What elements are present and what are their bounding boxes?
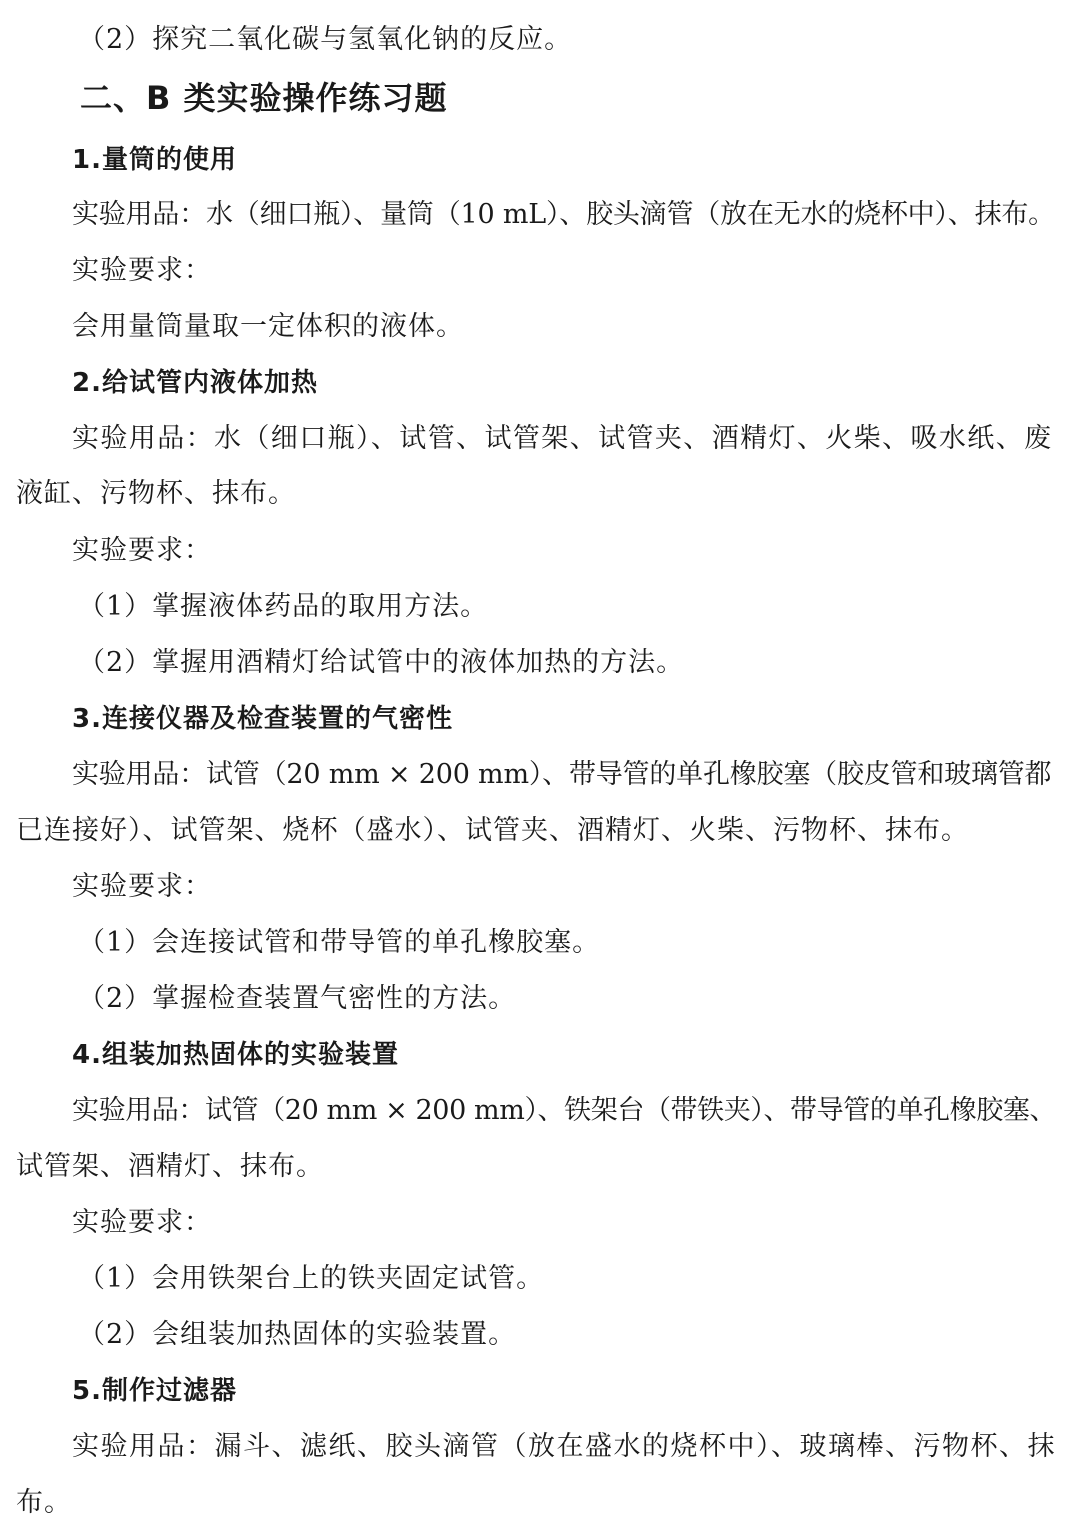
paragraph: 实验用品：水（细口瓶）、量筒（10 mL）、胶头滴管（放在无水的烧杯中）、抹布。 — [72, 199, 1055, 230]
paragraph: 会用量筒量取一定体积的液体。 — [72, 311, 464, 342]
paragraph: 实验要求： — [72, 871, 212, 902]
list-item: （2）掌握检查装置气密性的方法。 — [78, 983, 517, 1014]
paragraph: 液缸、污物杯、抹布。 — [16, 478, 296, 509]
item-heading: 1.量筒的使用 — [72, 145, 237, 175]
paragraph: 实验用品：试管（20 mm × 200 mm）、带导管的单孔橡胶塞（胶皮管和玻璃管都 — [72, 759, 1052, 790]
paragraph: 实验要求： — [72, 535, 212, 566]
paragraph: 实验要求： — [72, 255, 212, 286]
item-heading: 5.制作过滤器 — [72, 1376, 237, 1406]
list-item: （1）会用铁架台上的铁夹固定试管。 — [78, 1263, 545, 1294]
item-heading: 2.给试管内液体加热 — [72, 368, 318, 398]
paragraph: 已连接好）、试管架、烧杯（盛水）、试管夹、酒精灯、火柴、污物杯、抹布。 — [16, 815, 969, 846]
item-heading: 4.组装加热固体的实验装置 — [72, 1040, 399, 1070]
list-item: （1）会连接试管和带导管的单孔橡胶塞。 — [78, 927, 601, 958]
list-item: （2）探究二氧化碳与氢氧化钠的反应。 — [78, 24, 573, 55]
paragraph: 布。 — [16, 1487, 72, 1518]
section-heading: 二、B 类实验操作练习题 — [80, 79, 448, 117]
list-item: （2）掌握用酒精灯给试管中的液体加热的方法。 — [78, 647, 685, 678]
paragraph: 实验用品：漏斗、滤纸、胶头滴管（放在盛水的烧杯中）、玻璃棒、污物杯、抹 — [72, 1431, 1056, 1462]
paragraph: 实验要求： — [72, 1207, 212, 1238]
paragraph: 试管架、酒精灯、抹布。 — [16, 1151, 324, 1182]
paragraph: 实验用品：水（细口瓶）、试管、试管架、试管夹、酒精灯、火柴、吸水纸、废 — [72, 423, 1053, 454]
list-item: （2）会组装加热固体的实验装置。 — [78, 1319, 517, 1350]
list-item: （1）掌握液体药品的取用方法。 — [78, 591, 489, 622]
paragraph: 实验用品：试管（20 mm × 200 mm）、铁架台（带铁夹）、带导管的单孔橡胶塞、 — [72, 1095, 1057, 1126]
item-heading: 3.连接仪器及检查装置的气密性 — [72, 704, 453, 734]
